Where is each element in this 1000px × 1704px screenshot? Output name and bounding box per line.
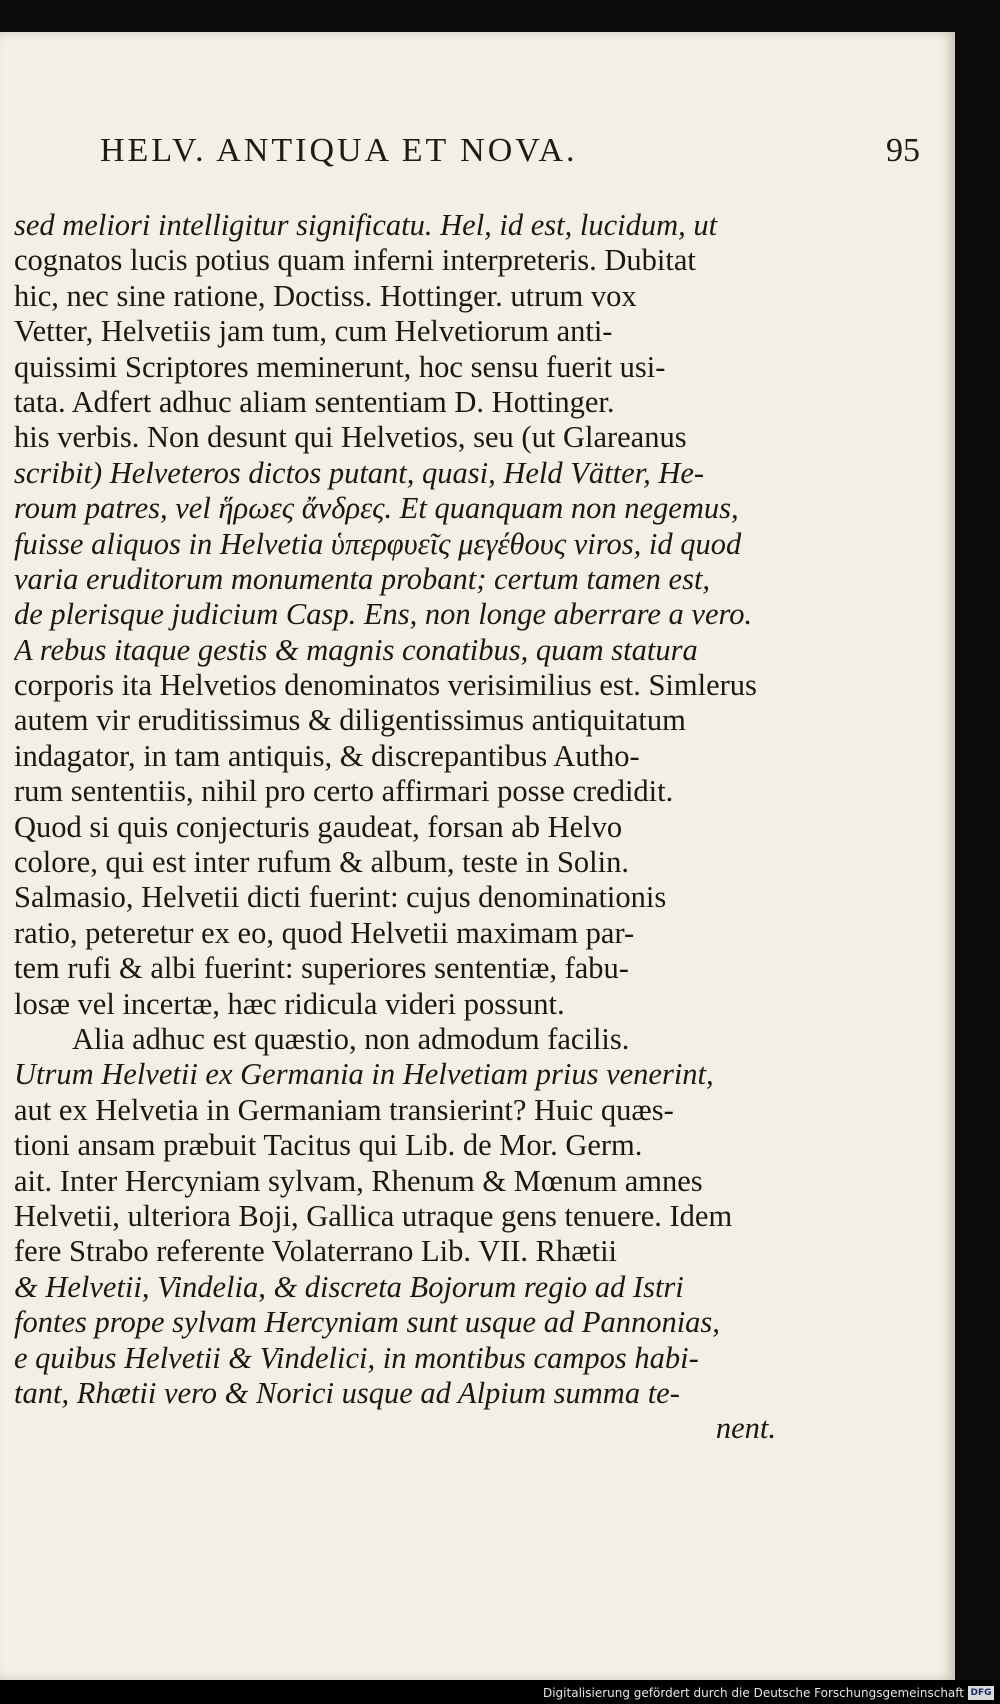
text-line: Salmasio, Helvetii dicti fuerint: cujus denominationis — [14, 880, 667, 915]
text-line: fere Strabo referente Volaterrano Lib. VII. Rhætii — [14, 1234, 618, 1269]
text-line: cognatos lucis potius quam inferni interpreteris. Dubitat — [14, 243, 696, 278]
text-line: A rebus itaque gestis & magnis conatibus, quam statura — [14, 632, 698, 667]
text-line: losæ vel incertæ, hæc ridicula videri possunt. — [14, 986, 565, 1021]
book-page — [0, 32, 955, 1680]
body-text — [14, 208, 776, 1447]
text-line: Quod si quis conjecturis gaudeat, forsan ab Helvo — [14, 809, 623, 844]
text-line: sed meliori intelligitur significatu. Hel, id est, lucidum, ut — [14, 208, 718, 242]
text-line: aut ex Helvetia in Germaniam transierint? Huic quæs- — [14, 1092, 674, 1127]
text-line: rum sententiis, nihil pro certo affirmari posse credidit. — [14, 774, 674, 809]
text-line: roum patres, vel ἥρωες ἄνδρες. Et quanquam non negemus, — [14, 491, 739, 526]
text-line: colore, qui est inter rufum & album, teste in Solin. — [14, 845, 629, 880]
text-line: Alia adhuc est quæstio, non admodum facilis. — [72, 1021, 630, 1056]
dfg-logo: DFG — [968, 1686, 994, 1700]
text-line: Vetter, Helvetiis jam tum, cum Helvetiorum anti- — [14, 314, 613, 349]
text-line: ratio, peteretur ex eo, quod Helvetii maximam par- — [14, 915, 635, 950]
text-line: de plerisque judicium Casp. Ens, non longe aberrare a vero. — [14, 597, 753, 632]
text-line: autem vir eruditissimus & diligentissimus antiquitatum — [14, 703, 686, 738]
text-line: fontes prope sylvam Hercyniam sunt usque ad Pannonias, — [14, 1305, 720, 1340]
digitization-credit: Digitalisierung gefördert durch die Deutsche Forschungsgemeinschaft — [542, 1686, 964, 1700]
text-line: Utrum Helvetii ex Germania in Helvetiam prius venerint, — [14, 1057, 714, 1092]
text-line: Helvetii, ulteriora Boji, Gallica utraque gens tenuere. Idem — [14, 1198, 733, 1233]
text-line: tioni ansam præbuit Tacitus qui Lib. de Mor. Germ. — [14, 1128, 643, 1163]
text-line: & Helvetii, Vindelia, & discreta Bojorum regio ad Istri — [14, 1269, 684, 1304]
text-line: nent. — [715, 1411, 776, 1446]
text-line: fuisse aliquos in Helvetia ὑπερφυεῖς μεγέθους viros, id quod — [14, 526, 742, 561]
text-line: hic, nec sine ratione, Doctiss. Hottinger. utrum vox — [14, 278, 637, 313]
text-line: varia eruditorum monumenta probant; certum tamen est, — [14, 561, 711, 596]
text-line: indagator, in tam antiquis, & discrepantibus Autho- — [14, 738, 640, 773]
text-line: quissimi Scriptores meminerunt, hoc sensu fuerit usi- — [14, 349, 666, 384]
text-line: tem rufi & albi fuerint: superiores sententiæ, fabu- — [14, 951, 629, 986]
text-line: ait. Inter Hercyniam sylvam, Rhenum & Mœnum amnes — [14, 1163, 703, 1198]
text-line: tant, Rhætii vero & Norici usque ad Alpium summa te- — [14, 1375, 680, 1410]
text-line: corporis ita Helvetios denominatos verisimilius est. Simlerus — [14, 668, 757, 703]
page-number: 95 — [886, 132, 920, 169]
running-title: HELV. ANTIQUA ET NOVA. — [100, 132, 578, 169]
text-line: e quibus Helvetii & Vindelici, in montibus campos habi- — [14, 1340, 699, 1375]
text-line: tata. Adfert adhuc aliam sententiam D. Hottinger. — [14, 384, 615, 419]
text-line: his verbis. Non desunt qui Helvetios, seu (ut Glareanus — [14, 420, 687, 455]
text-line: scribit) Helveteros dictos putant, quasi, Held Vätter, He- — [14, 455, 705, 490]
footer-bar — [0, 1680, 1000, 1704]
